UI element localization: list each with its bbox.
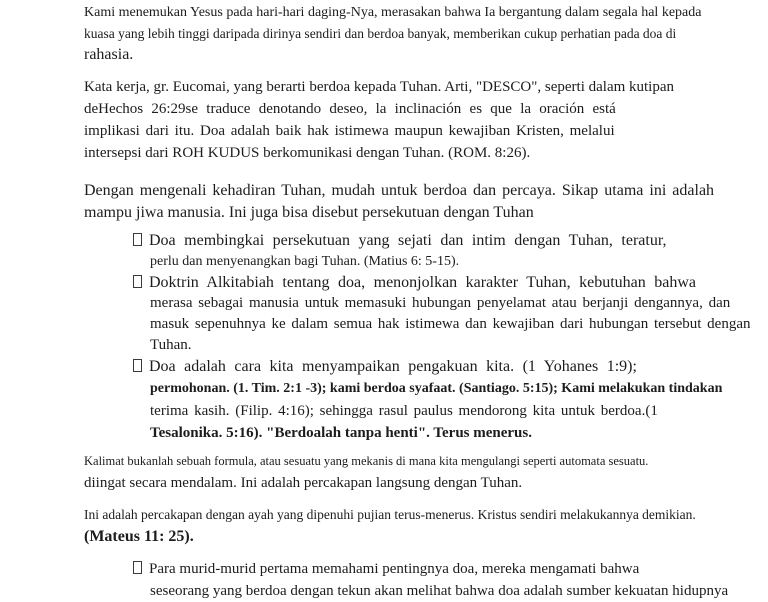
- text-line: intersepsi dari ROH KUDUS berkomunikasi dengan Tuhan. (ROM. 8:26).: [84, 145, 531, 161]
- list-item: [84, 356, 730, 444]
- text-line: deHechos 26:29se traduce denotando deseo, la inclinación es que la oración está: [84, 101, 616, 117]
- text-line: Dengan mengenali kehadiran Tuhan, mudah untuk berdoa dan percaya. Sikap utama ini adalah: [84, 182, 715, 199]
- checkbox-bullet-icon: [133, 359, 142, 372]
- list-item: [84, 272, 751, 356]
- text-line: Kata kerja, gr. Eucomai, yang berarti berdoa kepada Tuhan. Arti, "DESCO", seperti dalam kutipan: [84, 79, 675, 95]
- text-line: Kalimat bukanlah sebuah formula, atau sesuatu yang mekanis di mana kita mengulangi seperti automata sesuatu.: [84, 454, 649, 468]
- list-item-first-line: [133, 356, 730, 378]
- text-line: kuasa yang lebih tinggi daripada dirinya sendiri dan berdoa banyak, memberikan cukup perhatian pada doa di: [84, 26, 677, 41]
- text-line: Tuhan.: [150, 337, 192, 353]
- list-item-text: Para murid-murid pertama memahami pentingnya doa, mereka mengamati bahwa: [149, 561, 640, 577]
- text-line: permohonan. (1. Tim. 2:1 -3); kami berdoa syafaat. (Santiago. 5:15); Kami melakukan tindakan: [150, 381, 723, 396]
- paragraph: [84, 180, 730, 224]
- text-line: Ini adalah percakapan dengan ayah yang dipenuhi pujian terus-menerus. Kristus sendiri melakukannya demikian.: [84, 507, 696, 522]
- text-line: masuk sepenuhnya ke dalam semua hak istimewa dan kewajiban dari hubungan tersebut dengan: [150, 316, 751, 332]
- text-line: Tesalonika. 5:16). "Berdoalah tanpa henti". Terus menerus.: [150, 425, 532, 441]
- list-item-text: Doa adalah cara kita menyampaikan pengakuan kita. (1 Yohanes 1:9);: [149, 358, 637, 375]
- checkbox-bullet-icon: [133, 275, 142, 288]
- paragraph: [84, 2, 730, 65]
- text-line: mampu jiwa manusia. Ini juga bisa disebut persekutuan dengan Tuhan: [84, 204, 534, 221]
- list-item-first-line: [133, 272, 730, 293]
- text-line: terima kasih. (Filip. 4:16); sehingga rasul paulus mendorong kita untuk berdoa.(1: [150, 403, 658, 419]
- list-item: [84, 558, 730, 599]
- paragraph: [84, 76, 730, 164]
- checkbox-bullet-icon: [133, 561, 142, 574]
- text-line: perlu dan menyenangkan bagi Tuhan. (Matius 6: 5-15).: [150, 254, 460, 269]
- list-item: [84, 230, 730, 272]
- list-item-text: Doa membingkai persekutuan yang sejati dan intim dengan Tuhan, teratur,: [149, 232, 667, 249]
- text-line: rahasia.: [84, 46, 134, 63]
- list-item-text: Doktrin Alkitabiah tentang doa, menonjolkan karakter Tuhan, kebutuhan bahwa: [149, 274, 696, 291]
- text-line: merasa sebagai manusia untuk memasuki hubungan penyelamat atau berjanji dengannya, dan: [150, 295, 731, 311]
- list-item-first-line: [133, 230, 730, 251]
- checkbox-bullet-icon: [133, 233, 142, 246]
- text-line: Kami menemukan Yesus pada hari-hari daging-Nya, merasakan bahwa Ia bergantung dalam segala hal kepada: [84, 5, 702, 20]
- text-line: diingat secara mendalam. Ini adalah percakapan langsung dengan Tuhan.: [84, 475, 523, 491]
- list-item-first-line: [133, 558, 730, 580]
- text-line: implikasi dari itu. Doa adalah baik hak istimewa maupun kewajiban Kristen, melalui: [84, 123, 615, 139]
- paragraph: [84, 451, 730, 495]
- text-line-clipped: seseorang yang berdoa dengan tekun akan melihat bahwa doa adalah sumber kekuatan hidupnya: [150, 583, 729, 599]
- text-line: (Mateus 11: 25).: [84, 528, 194, 545]
- paragraph: [84, 504, 730, 549]
